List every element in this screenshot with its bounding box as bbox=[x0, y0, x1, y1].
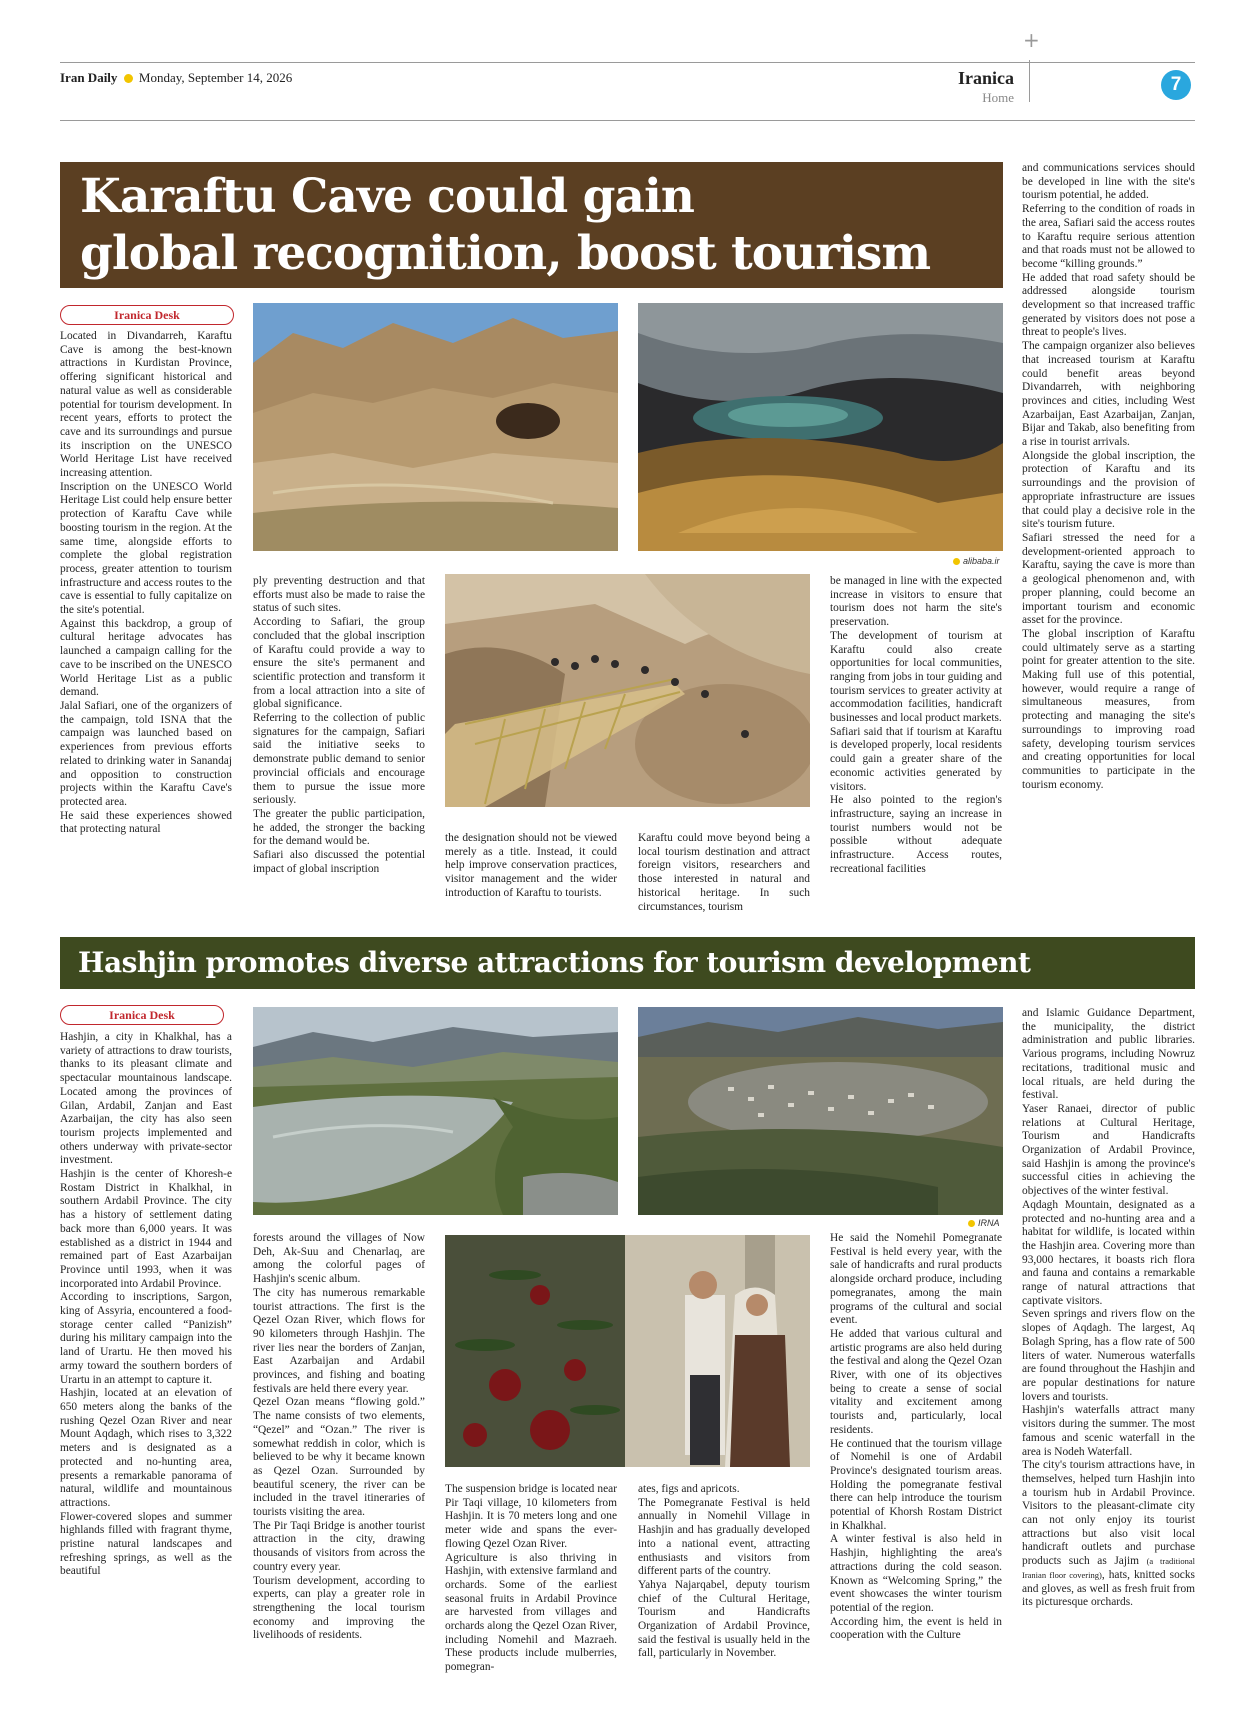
article1-headline-line2: global recognition, boost tourism bbox=[80, 226, 931, 281]
article2-column-5 bbox=[830, 1232, 1002, 1699]
paragraph: Hashjin's waterfalls attract many visitors during the summer. The most famous and scenic waterfall in the area is Nodeh Waterfall. bbox=[1022, 1404, 1195, 1458]
credit-dot-icon bbox=[953, 558, 960, 565]
paragraph: He also pointed to the region's infrastructure, saying an increase in tourist numbers would not be possible without adequate infrastructure. Access routes, recreational facilities bbox=[830, 794, 1002, 875]
plus-icon: + bbox=[1023, 28, 1040, 52]
article2-headline: Hashjin promotes diverse attractions for tourism development bbox=[78, 946, 1031, 979]
paragraph: and communications services should be developed in line with the site's tourism potential, he added. bbox=[1022, 162, 1195, 202]
hashjin-aerial-town-photo bbox=[638, 1007, 1003, 1215]
article2-column-1 bbox=[60, 1031, 232, 1699]
paragraph: Seven springs and rivers flow on the slopes of Aqdagh. The largest, Aq Bolagh Spring, has a flow rate of 500 liters of water. Numerous waterfalls are found throughout the Hashjin and are popular destinations for nature lovers and tourists. bbox=[1022, 1308, 1195, 1403]
paragraph: The greater the public participation, he added, the stronger the backing for the demand would be. bbox=[253, 807, 425, 848]
article2-photo-credit: IRNA bbox=[968, 1218, 1000, 1228]
karaftu-canyon-photo bbox=[253, 303, 618, 551]
article1-headline bbox=[80, 168, 930, 282]
paragraph: Flower-covered slopes and summer highlands filled with fragrant thyme, pristine natural landscapes and refreshing springs, as well as the beautiful bbox=[60, 1510, 232, 1578]
paragraph: ply preventing destruction and that efforts must also be made to raise the status of such sites. bbox=[253, 575, 425, 615]
paragraph: Yahya Najarqabel, deputy tourism chief of the Cultural Heritage, Tourism and Handicrafts Organization of Ardabil Province, said the festival is usually held in the fall, particularly in November. bbox=[638, 1578, 810, 1660]
paragraph: Tourism development, according to experts, can play a greater role in strengthening the local tourism economy and improving the livelihoods of residents. bbox=[253, 1574, 425, 1642]
article1-headline-line1: Karaftu Cave could gain bbox=[80, 169, 694, 224]
paragraph: Yaser Ranaei, director of public relations at Cultural Heritage, Tourism and Handicrafts Organization of Ardabil Province, said Hashjin is among the province's successful cities in achieving the objectives of the winter festival. bbox=[1022, 1102, 1195, 1198]
paragraph: be managed in line with the expected increase in visitors to ensure that tourism does not harm the site's preservation. bbox=[830, 575, 1002, 629]
section-name: Iranica bbox=[958, 68, 1014, 88]
accent-dot bbox=[124, 74, 133, 83]
paragraph: forests around the villages of Now Deh, Ak-Suu and Chenarlaq, are among the colorful pages of Hashjin's scenic album. bbox=[253, 1232, 425, 1286]
paper-name: Iran Daily bbox=[60, 70, 118, 85]
header-divider bbox=[1029, 60, 1030, 102]
article1-column-1 bbox=[60, 330, 232, 920]
paragraph: He said these experiences showed that protecting natural bbox=[60, 809, 232, 836]
paragraph: The city has numerous remarkable tourist attractions. The first is the Qezel Ozan River, which flows for 90 kilometers through Hashjin. The river lies near the borders of Zanjan, East Azarbaijan and Ardabil provinces, and fishing and boating festivals are held there every year. bbox=[253, 1286, 425, 1395]
paragraph: Hashjin, a city in Khalkhal, has a variety of attractions to draw tourists, thanks to its pleasant climate and spectacular mountainous landscape. Located among the provinces of Gilan, Ardabil, Zanjan and East Azarbaijan, the city has also seen tourism projects implemented and others underway with private-sector investment. bbox=[60, 1031, 232, 1167]
paragraph: Hashjin is the center of Khoresh-e Rostam District in Khalkhal, in southern Ardabil Province. The city has a history of settlement dating back more than 6,000 years. It was established as a district in 1944 and remained part of East Azarbaijan Province until 1993, when it was incorporated into Ardabil Province. bbox=[60, 1168, 232, 1290]
paragraph: According to inscriptions, Sargon, king of Assyria, encountered a food-storage center called “Panizish” during his military campaign into the land of Urartu. He then moved his army toward the southern borders of Urartu in an attempt to capture it. bbox=[60, 1291, 232, 1386]
paragraph: Agriculture is also thriving in Hashjin, with extensive farmland and orchards. Some of the earliest seasonal fruits in Ardabil Province are harvested from villages and orchards along the Qezel Ozan River, including Nomehil and Mazraeh. These products include mulberries, pomegran- bbox=[445, 1551, 617, 1674]
paragraph: The development of tourism at Karaftu could also create opportunities for local communities, ranging from jobs in tour guiding and tourism services to greater activity at accommodation facilities, handicraft businesses and local product markets. bbox=[830, 629, 1002, 725]
paragraph: the designation should not be viewed merely as a title. Instead, it could help improve conservation practices, visitor management and the wider introduction of Karaftu to tourists. bbox=[445, 832, 617, 899]
paragraph: He continued that the tourism village of Nomehil is one of Ardabil Province's designated tourism areas. Holding the pomegranate festival there can help introduce the tourism potential of Khorsh Rostam District in Khalkhal. bbox=[830, 1437, 1002, 1532]
page-number: 7 bbox=[1170, 74, 1182, 95]
article2-column-2 bbox=[253, 1232, 425, 1699]
article1-column-5 bbox=[830, 575, 1002, 920]
paragraph bbox=[1022, 1459, 1195, 1610]
paragraph: ates, figs and apricots. bbox=[638, 1483, 740, 1495]
paragraph: He added that various cultural and artistic programs are also held during the festival and along the Qezel Ozan River, with one of its objectives being to create a sense of social vitality and excitement among tourists and, particularly, local residents. bbox=[830, 1327, 1002, 1436]
subsection-name: Home bbox=[982, 90, 1014, 105]
paragraph: Karaftu could move beyond being a local tourism destination and attract foreign visitors, researchers and those interested in natural and historical heritage. In such circumstances, tourism bbox=[638, 832, 810, 913]
article1-photo-credit: alibaba.ir bbox=[953, 556, 1000, 566]
masthead-line bbox=[60, 70, 292, 86]
paragraph: According him, the event is held in cooperation with the Culture bbox=[830, 1615, 1002, 1642]
article2-column-6 bbox=[1022, 1007, 1195, 1699]
paragraph: Referring to the condition of roads in the area, Safiari said the access routes to Karaftu require serious attention and that roads must not be allowed to become “killing grounds.” bbox=[1022, 203, 1195, 270]
inline-note: (a traditional Iranian floor covering) bbox=[1022, 1556, 1195, 1580]
article2-headline-box bbox=[60, 937, 1195, 989]
paragraph: and Islamic Guidance Department, the municipality, the district administration and public libraries. Various programs, including Nowruz recitations, traditional music and local rituals, are held during the festival. bbox=[1022, 1007, 1195, 1102]
page-number-badge bbox=[1161, 70, 1191, 100]
issue-date: Monday, September 14, 2026 bbox=[138, 70, 293, 85]
paragraph: A winter festival is also held in Hashjin, highlighting the area's attractions during the cold season. Known as “Welcoming Spring,” the event showcases the winter tourism potential of the region. bbox=[830, 1533, 1002, 1614]
paragraph: The suspension bridge is located near Pir Taqi village, 10 kilometers from Hashjin. It is 70 meters long and one meter wide and spans the ever-flowing Qezel Ozan River. bbox=[445, 1483, 617, 1550]
paragraph: According to Safiari, the group concluded that the global inscription of Karaftu could provide a way to ensure the site's permanent and scientific protection and transform it from a local attraction into a site of global significance. bbox=[253, 616, 425, 711]
paragraph: Referring to the collection of public signatures for the campaign, Safiari said the initiative seeks to demonstrate public demand to senior provincial officials and encourage them to pursue the issue more seriously. bbox=[253, 712, 425, 807]
paragraph: Safiari stressed the need for a development-oriented approach to Karaftu, saying the cave is more than a geological phenomenon and, with proper planning, could become an important tourism and economic asset for the province. bbox=[1022, 531, 1195, 627]
paragraph: Jalal Safiari, one of the organizers of the campaign, told ISNA that the campaign was launched based on experiences from previous efforts related to drinking water in Sanandaj and opposition to construction projects within the Karaftu Cave's protected area. bbox=[60, 699, 232, 808]
paragraph: Alongside the global inscription, the protection of Karaftu and its surroundings and the provision of appropriate infrastructure are issues that could play a decisive role in the site's tourism future. bbox=[1022, 449, 1195, 531]
article2-column-3 bbox=[445, 1483, 617, 1699]
paragraph: The Pir Taqi Bridge is another tourist attraction in the city, drawing thousands of visitors from across the country every year. bbox=[253, 1519, 425, 1573]
paragraph: Qezel Ozan means “flowing gold.” The name consists of two elements, “Qezel” and “Ozan.” The river is somewhat reddish in color, which is believed to be why it became known as Qezel Ozan. Surrounded by beautiful scenery, the river can be included in the travel itineraries of tourists visiting the area. bbox=[253, 1396, 425, 1519]
paragraph: He added that road safety should be addressed alongside tourism development so that increased traffic generated by visitors does not pose a threat to people's lives. bbox=[1022, 271, 1195, 339]
paragraph: Against this backdrop, a group of cultural heritage advocates has launched a campaign calling for the cave to be inscribed on the UNESCO World Heritage List as a public demand. bbox=[60, 617, 232, 699]
article1-headline-box bbox=[60, 162, 1003, 288]
paragraph: The global inscription of Karaftu could ultimately serve as a starting point for greater attention to the site. Making full use of this potential, however, would require a range of simultaneous measures, from protecting and managing the site's surroundings to improving road safety, developing tourism services and creating opportunities for local communities to participate in the tourism economy. bbox=[1022, 627, 1195, 791]
qezel-ozan-river-photo bbox=[253, 1007, 618, 1215]
paragraph-text: The city's tourism attractions have, in themselves, helped turn Hashjin into a tourism hub in Ardabil Province. Visitors to the pleasant-climate city can not only enjoy its tourist attractions but also visit local handicraft outlets and purchase products such as Jajim bbox=[1022, 1459, 1195, 1568]
article1-byline: Iranica Desk bbox=[60, 305, 234, 325]
paragraph: The campaign organizer also believes that increased tourism at Karaftu could benefit areas beyond Divandarreh, with neighboring provinces and cities, including West Azarbaijan, East Azarbaijan, Zanjan, Bijar and Takab, also benefiting from a rise in tourist arrivals. bbox=[1022, 340, 1195, 449]
article2-byline: Iranica Desk bbox=[60, 1005, 224, 1025]
article2-column-4 bbox=[638, 1483, 810, 1699]
paragraph: Hashjin, located at an elevation of 650 meters along the banks of the rushing Qezel Ozan River and near Mount Aqdagh, which rises to 3,322 meters and is designated as a protected and no-hunting area, presents a remarkable panorama of natural, wildlife and mountainous attractions. bbox=[60, 1387, 232, 1509]
paragraph: Aqdagh Mountain, designated as a protected and no-hunting area and a habitat for wildlife, is located within the Hashjin area. Covering more than 93,000 hectares, it boasts rich flora and fauna and contains a remarkable range of natural attractions that captivate visitors. bbox=[1022, 1198, 1195, 1307]
paragraph: Safiari also discussed the potential impact of global inscription bbox=[253, 849, 425, 875]
credit-dot-icon bbox=[968, 1220, 975, 1227]
article1-column-3 bbox=[445, 832, 617, 920]
article1-column-2 bbox=[253, 575, 425, 920]
karaftu-cave-interior-photo bbox=[638, 303, 1003, 551]
paragraph: Located in Divandarreh, Karaftu Cave is among the best-known attractions in Kurdistan Province, offering significant historical and natural value as well as considerable potential for tourism development. In recent years, efforts to protect the cave and its surroundings and pursue its inscription on the UNESCO World Heritage List have received increasing attention. bbox=[60, 330, 232, 480]
paragraph: Safiari said that if tourism at Karaftu is developed properly, local residents could gain a greater share of the economic activities generated by visitors. bbox=[830, 725, 1002, 793]
article1-column-4 bbox=[638, 832, 810, 920]
karaftu-stairs-photo bbox=[445, 574, 810, 807]
paragraph: Inscription on the UNESCO World Heritage List could help ensure better protection of Karaftu Cave while boosting tourism in the region. At the same time, alongside efforts to complete the global registration process, greater attention to tourism infrastructure and access routes to the cave is essential to fully capitalize on the site's potential. bbox=[60, 480, 232, 617]
pomegranate-couple-photo bbox=[445, 1235, 810, 1467]
article1-column-6 bbox=[1022, 162, 1195, 920]
paragraph: The Pomegranate Festival is held annually in Nomehil Village in Hashjin and has gradually developed into a national event, attracting enthusiasts and visitors from different parts of the country. bbox=[638, 1496, 810, 1578]
paragraph-text: , hats, knitted socks and gloves, as well as fresh fruit from its picturesque orchards. bbox=[1022, 1568, 1195, 1609]
paragraph: He said the Nomehil Pomegranate Festival is held every year, with the sale of handicrafts and rural products alongside orchard produce, including pomegranates, among the main programs of the cultural and social event. bbox=[830, 1232, 1002, 1327]
